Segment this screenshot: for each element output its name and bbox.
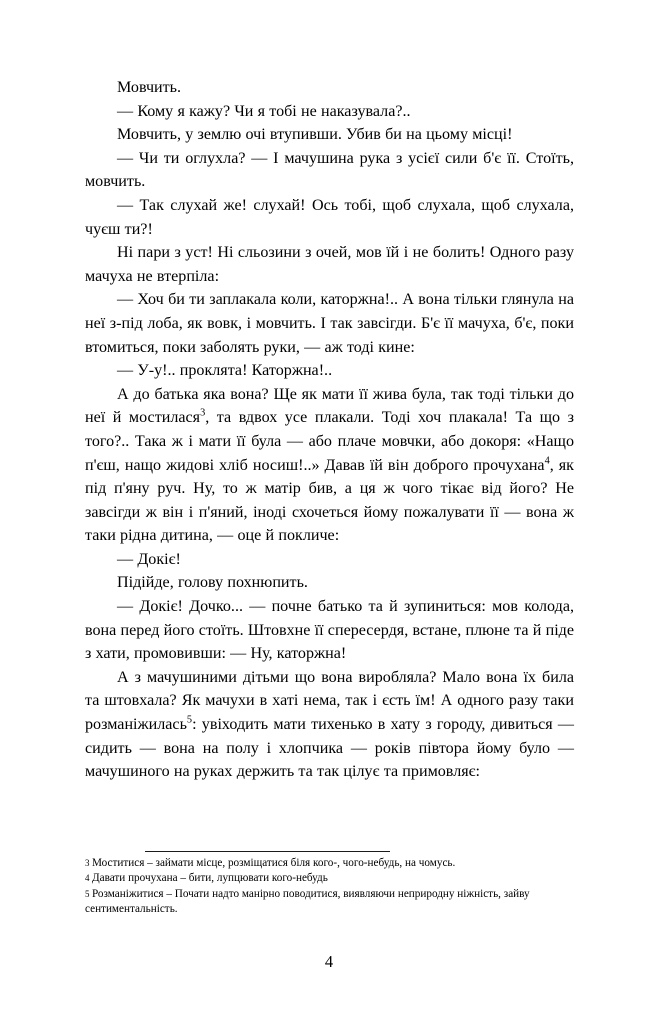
footnote-number: 5: [85, 888, 90, 899]
footnote-marker: 4: [544, 455, 550, 467]
paragraph: Ні пари з уст! Ні сльозини з очей, мов їй і не болить! Одного разу мачуха не втерпіла:: [85, 244, 574, 285]
paragraph: — Так слухай же! слухай! Ось тобі, щоб слухала, щоб слухала, чуєш ти?!: [85, 196, 574, 238]
footnote-separator-rule: [145, 851, 390, 852]
paragraph: А з мачушиними дітьми що вона виробляла? Мало вона їх била та штовхала? Як мачухи в хаті нема, так і єсть їм! А одного разу таки розманіжилась$^5$: увіходить мати тихенько в хату з городу, дивиться — сидить — вона на полу і хлопчика — років півтора йому було — мачушиного на руках держить та так цілує та примовляє:: [85, 668, 574, 781]
footnote-number: 4: [85, 873, 90, 884]
footnote-text: Моститися – займати місце, розміщатися біля кого-, чого-небудь, на чомусь.: [91, 857, 456, 869]
paragraph: — Докіє!: [117, 550, 181, 568]
footnote-text: Розманіжитися – Почати надто манірно поводитися, виявляючи неприродну ніжність, зайву сентиментальність.: [85, 887, 530, 916]
footnote-marker: 3: [200, 407, 206, 419]
paragraph: Мовчить.: [117, 79, 182, 96]
footnote-item: [85, 856, 580, 871]
footnote-block: [85, 856, 580, 918]
page-number: 4: [324, 952, 334, 971]
footnote-item: [85, 887, 580, 918]
paragraph: — Чи ти оглухла? — І мачушина рука з усієї сили б'є її. Стоїть, мовчить.: [85, 149, 574, 191]
footnote-marker: 5: [186, 714, 193, 726]
paragraph: — Хоч би ти заплакала коли, каторжна!.. А вона тільки глянула на неї з-під лоба, як вовк, і мовчить. І так завсігди. Б'є її мачуха, б'є, поки втомиться, поки заболять руки, — аж тоді кине:: [85, 291, 574, 356]
footnote-text: Давати прочухана – бити, лупцювати кого-небудь: [91, 872, 328, 885]
body-text-block: [85, 76, 574, 784]
paragraph: — У-у!.. проклята! Каторжна!..: [117, 362, 333, 380]
footnote-number: 3: [85, 858, 90, 868]
paragraph: Мовчить, у землю очі втупивши. Убив би на цьому місці!: [117, 126, 513, 144]
paragraph: Підійде, голову похнюпить.: [117, 574, 308, 592]
paragraph: А до батька яка вона? Ще як мати її жива була, так тоді тільки до неї й мостилася$^3$, та вдвох усе плакали. Тоді хоч плакала! Та що з того?.. Така ж і мати її була — або плаче мовчки, або докоря: «Нащо п'єш, нащо жидові хліб носиш!..» Давав їй він доброго прочухана$^4$, як під п'яну руч. Ну, то ж матір бив, а ця ж чого тікає від його? Не завсігди ж він і п'яний, іноді схочеться йому пожалувати її — вона ж таки рідна дитина, — оце й покличе:: [85, 385, 574, 545]
footnote-item: [85, 871, 580, 886]
paragraph: — Докіє! Дочко... — почне батько та й зупиниться: мов колода, вона перед його стоїть. Штовхне її спересердя, встане, плюне та й піде з хати, промовивши: — Ну, каторжна!: [85, 598, 574, 663]
paragraph: — Кому я кажу? Чи я тобі не наказувала?..: [117, 102, 411, 120]
